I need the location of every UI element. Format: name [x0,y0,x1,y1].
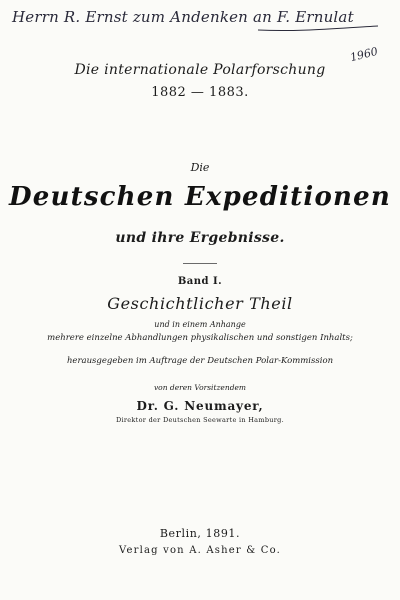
sub-title: und ihre Ergebnisse. [115,230,285,246]
title-article: Die [190,161,210,174]
published-by: herausgegeben im Auftrage der Deutschen Polar-Kommission [66,356,334,366]
inscription-dedication: Herrn R. Ernst zum Andenken an F. Ernulat [12,8,354,26]
author-role: Direktor der Deutschen Seewarte in Hamburg. [115,416,285,424]
part-title: Geschichtlicher Theil [107,294,293,313]
imprint-publisher: Verlag von A. Asher & Co. [118,545,282,556]
volume-label: Band I. [177,276,223,287]
series-years: 1882 — 1883. [151,85,249,100]
byline: von deren Vorsitzendem [153,383,247,392]
series-title: Die internationale Polarforschung [74,62,326,78]
appendix-line-2: mehrere einzelne Abhandlungen physikalischen und sonstigen Inhalts; [47,333,353,343]
author-name: Dr. G. Neumayer, [136,399,264,413]
imprint-place-date: Berlin, 1891. [159,527,241,540]
inscription-note: 1960 [348,44,380,65]
divider-rule [183,263,217,264]
appendix-line-1: und in einem Anhange [154,320,246,329]
main-title: Deutschen Expeditionen [9,182,391,212]
